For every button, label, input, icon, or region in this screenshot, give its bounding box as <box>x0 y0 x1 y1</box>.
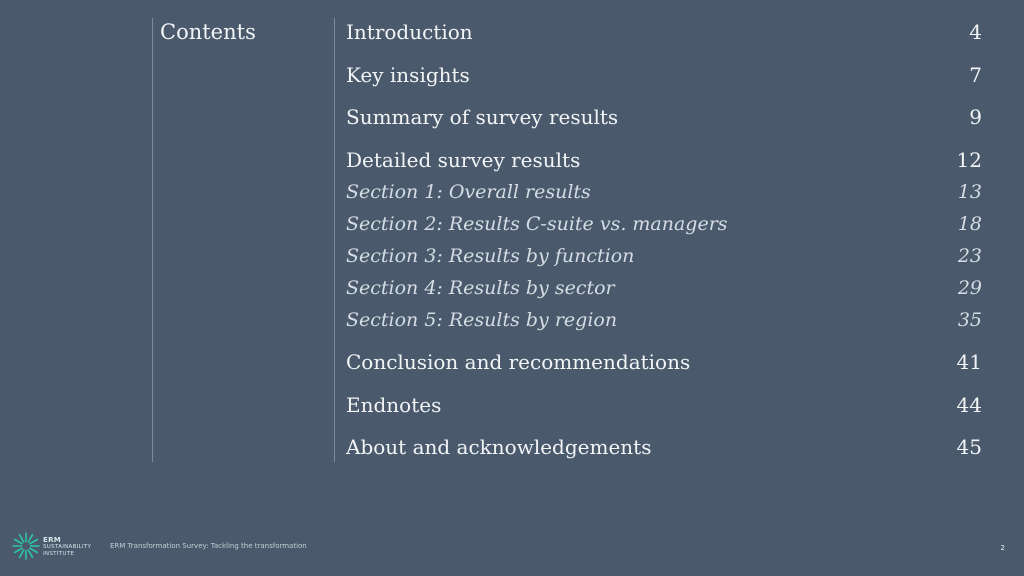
toc-entry-label: Conclusion and recommendations <box>346 350 691 374</box>
logo-line-sustainability: SUSTAINABILITY <box>43 544 92 550</box>
toc-entry-page: 9 <box>969 105 982 129</box>
toc-entry-label: Section 4: Results by sector <box>346 277 615 299</box>
toc-entry-conclusion[interactable] <box>346 347 982 377</box>
toc-entry-page: 44 <box>956 393 982 417</box>
toc-subentry-section-2[interactable] <box>346 209 982 239</box>
toc-entry-label: Section 1: Overall results <box>346 181 591 203</box>
toc-entry-label: Section 3: Results by function <box>346 245 635 267</box>
toc-entry-endnotes[interactable] <box>346 390 982 420</box>
toc-entry-label: Section 2: Results C-suite vs. managers <box>346 213 728 235</box>
toc-entry-label: Section 5: Results by region <box>346 309 618 331</box>
toc-entry-label: Endnotes <box>346 393 442 417</box>
toc-entry-page: 7 <box>969 63 982 87</box>
toc-entry-detailed-results[interactable] <box>346 145 982 175</box>
toc-entry-page: 23 <box>957 245 982 267</box>
toc-subentry-section-3[interactable] <box>346 241 982 271</box>
toc-entry-page: 13 <box>957 181 982 203</box>
logo-wordmark <box>43 536 91 558</box>
table-of-contents <box>346 0 982 470</box>
logo-line-institute: INSTITUTE <box>43 551 75 557</box>
footer <box>0 528 1024 568</box>
toc-entry-page: 18 <box>957 213 982 235</box>
toc-entry-label: Summary of survey results <box>346 105 619 129</box>
toc-entry-page: 41 <box>956 350 982 374</box>
toc-entry-label: About and acknowledgements <box>346 435 652 459</box>
contents-heading: Contents <box>160 20 256 44</box>
toc-entry-label: Detailed survey results <box>346 148 581 172</box>
left-divider <box>152 18 153 462</box>
center-divider <box>334 18 335 462</box>
toc-subentry-section-1[interactable] <box>346 177 982 207</box>
toc-entry-label: Introduction <box>346 20 473 44</box>
page-number: 2 <box>1000 544 1005 552</box>
erm-logo-icon <box>12 532 40 560</box>
toc-entry-summary[interactable] <box>346 102 982 132</box>
toc-entry-page: 45 <box>956 435 982 459</box>
toc-entry-page: 35 <box>957 309 982 331</box>
toc-entry-page: 29 <box>957 277 982 299</box>
toc-subentry-section-5[interactable] <box>346 305 982 335</box>
toc-entry-label: Key insights <box>346 63 470 87</box>
toc-subentry-section-4[interactable] <box>346 273 982 303</box>
footer-caption: ERM Transformation Survey: Tackling the transformation <box>110 542 307 550</box>
toc-entry-about[interactable] <box>346 432 982 462</box>
toc-entry-key-insights[interactable] <box>346 60 982 90</box>
toc-entry-page: 4 <box>969 20 982 44</box>
toc-entry-page: 12 <box>956 148 982 172</box>
logo-line-erm: ERM <box>43 536 62 544</box>
toc-entry-introduction[interactable] <box>346 17 982 47</box>
